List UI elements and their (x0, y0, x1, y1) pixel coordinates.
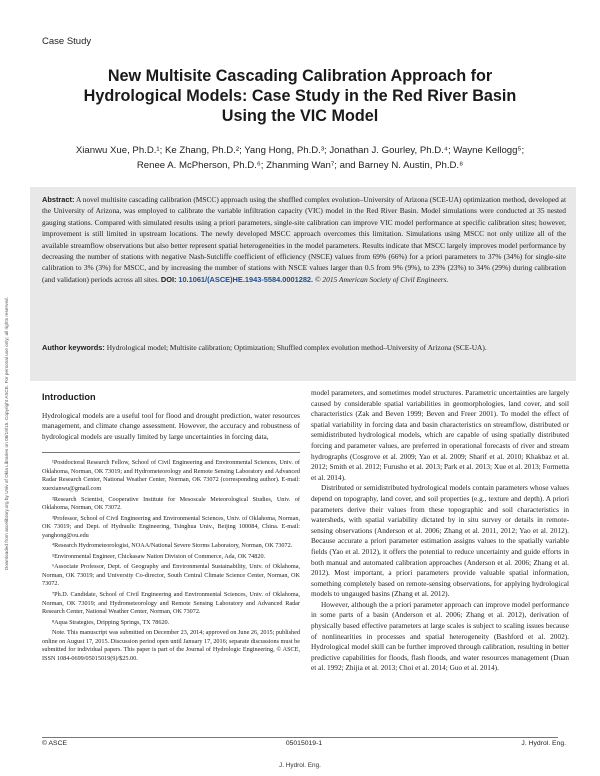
paper-title: New Multisite Cascading Calibration Approach for Hydrological Models: Case Study in the Red River Basin Using the VIC Model (83, 67, 517, 125)
copyright-text: © 2015 American Society of Civil Engineers. (314, 274, 449, 284)
doi-label: DOI: (160, 274, 177, 284)
section-label: Case Study (42, 36, 92, 47)
journal-running-footer: J. Hydrol. Eng. (279, 762, 321, 769)
abstract-label: Abstract: (42, 195, 75, 204)
doi-link[interactable]: 10.1061/(ASCE)HE.1943-5584.0001282. (178, 274, 314, 284)
footnote-4: ⁴Research Hydrometeorologist, NOAA/National Severe Storms Laboratory, Norman, OK 73072. (52, 542, 293, 550)
download-notice (4, 170, 14, 570)
left-column (42, 388, 300, 665)
author-keywords (42, 342, 566, 353)
footnote-3: ³Professor, School of Civil Engineering and Environmental Sciences, Univ. of Oklahoma, Norman, OK 73019; and Dept. of Hydraulic Engineering, Tsinghua Univ., Beijing 100084, China. E-mail: yanghong@ou.edu (42, 514, 300, 539)
abstract-text: A novel multisite cascading calibration (MSCC) approach using the shuffled complex evolution–University of Arizona (SCE-UA) optimization method, developed at the University of Arizona, was employed to calibrate the variable infiltration capacity (VIC) model in the Red River Basin. Model simulations were conducted at 35 nested gauging stations. Compared with simulated results using a priori parameters, single-site calibration can improve VIC model performance at specific calibration sites; however, improvement is still limited in upstream locations. The newly developed MSCC approach overcomes this limitation. Simulations using MSCC not only utilize all of the available streamflow observations but also better represent spatial heterogeneities in the model parameters. Results indicate that MSCC largely improves model performance by decreasing the number of stations with negative Nash-Sutcliffe coefficient of efficiency (NSCE) values from 69% (66%) for a priori parameters to 37% (34%) for single-site calibration to 3% (3%) for MSCC, and by increasing the number of stations with NSCE values larger than 0.5 from 9% (9%), to 23% (23%) to 34% (29%) during calibration (and validation) periods across all sites. (42, 195, 566, 284)
footnote-2: ²Research Scientist, Cooperative Institute for Mesoscale Meteorological Studies, Univ. of Oklahoma, Norman, OK 73072. (42, 495, 300, 512)
author-line-1: Xianwu Xue, Ph.D.¹; Ke Zhang, Ph.D.²; Yang Hong, Ph.D.³; Jonathan J. Gourley, Ph.D.⁴; Wayne Kellogg⁵; (75, 145, 525, 156)
footnote-6: ⁶Associate Professor, Dept. of Geography and Environmental Sustainability, Univ. of Oklahoma, Norman, OK 73019; and University Co-director, South Central Climate Science Center, Norman, OK 73072. (42, 563, 300, 588)
body-paragraph-3: However, although the a priori parameter approach can improve model performance in some parts of a basin (Anderson et al. 2006; Zhang et al. 2012), derivation of physically based effective parameters at large scales is subject to scaling issues because of nonlinearities in processes and spatial heterogeneity (Bashford et al. 2002). Hydrological model skill can be further improved through calibration, resulting in better predictive capabilities for floods, flash floods, and water resources management (Duan et al. 1992; Zhijia et al. 2013; Choi et al. 2014; Guo et al. 2014). (311, 599, 569, 673)
footer-page-id: 05015019-1 (285, 740, 323, 747)
author-line-2: Renee A. McPherson, Ph.D.⁶; Zhanming Wan⁷; and Barney N. Austin, Ph.D.⁸ (136, 160, 464, 171)
footnote-8: ⁸Aqua Strategies, Dripping Springs, TX 78620. (52, 618, 170, 626)
keywords-text: Hydrological model; Multisite calibration; Optimization; Shuffled complex evolution method–University of Arizona (SCE-UA). (106, 343, 487, 352)
submission-note: Note. This manuscript was submitted on December 23, 2014; approved on June 26, 2015; published online on August 17, 2015. Discussion period open until January 17, 2016; separate discussions must be submitted for individual papers. This paper is part of the Journal of Hydrologic Engineering, © ASCE, ISSN 1084-0699/05015019(9)/$25.00. (42, 629, 300, 662)
footnote-7: ⁷Ph.D. Candidate, School of Civil Engineering and Environmental Sciences, Univ. of Oklahoma, Norman, OK 73019; and Hydrometeorology and Remote Sensing Laboratory and Advanced Radar Research Center, National Weather Center, Norman, OK 73072. (42, 591, 300, 616)
right-column (311, 388, 569, 674)
abstract (42, 194, 566, 285)
footnote-divider (42, 452, 300, 453)
footnote-5: ⁵Environmental Engineer, Chickasaw Nation Division of Commerce, Ada, OK 74820. (52, 552, 266, 560)
footer-journal: J. Hydrol. Eng. (521, 740, 566, 747)
body-paragraph-1: model parameters, and sometimes model structures. Parametric uncertainties are largely caused by considerable spatial variabilities in geomorphologies, land cover, and soil characteristics (Zak and Beven 1999; Beven and Freer 2001). To model the effect of spatial variability in forcing data and basin characteristics on streamflow, distributed or semidistributed hydrological models, which are capable of using spatially distributed forcing and parameter values, are preferred in operational forecasts of river and stream hydrographs (Cosgrove et al. 2009; Yao et al. 2009; Sharif et al. 2010; Khakbaz et al. 2012; Smith et al. 2012; Furusho et al. 2013; Park et al. 2013; Xue et al. 2013; Formetta et al. 2014). (311, 388, 569, 482)
footer-divider (42, 737, 558, 738)
introduction-heading: Introduction (42, 392, 96, 402)
download-notice-text: Downloaded from ascelibrary.org by Univ of Okla Libraries on 08/19/15. Copyright ASCE. For personal use only; all rights reserved. (4, 297, 9, 570)
keywords-label: Author keywords: (42, 343, 105, 352)
footer-copyright: © ASCE (42, 740, 68, 747)
footnote-1: ¹Postdoctoral Research Fellow, School of Civil Engineering and Environmental Sciences, Univ. of Oklahoma, Norman, OK 73019; and Hydrometeorology and Remote Sensing Laboratory and Advanced Radar Research Center, National Weather Center, Norman, OK 73072 (corresponding author). E-mail: xuexianwu@gmail.com (42, 459, 300, 493)
author-list (40, 143, 560, 173)
body-paragraph-2: Distributed or semidistributed hydrological models contain parameters whose values depend on topography, land cover, and soil properties (e.g., texture and depth). A priori parameters derive their values from these topographic and soil characteristics in watersheds, with spatial variability dictated by in situ survey or details in remote-sensing observations (Anderson et al. 2006; Zhang et al. 2011, 2012; Yao et al. 2012). Because accurate a priori parameter estimation assigns values to the spatially variable fields (Yao et al. 2012), it offers the potential to reduce uncertainty and guide efforts in both manual and automated calibration approaches (Anderson et al. 2006; Zhang et al. 2012). Most important, a priori parameters provide valuable spatial information, something completely based on remote-sensing observations, for applying hydrological models to ungauged basins (Zhang et al. 2012). (311, 483, 569, 599)
intro-paragraph: Hydrological models are a useful tool for flood and drought prediction, water resources management, and climate change assessment. However, the accuracy and robustness of hydrological models are usually limited by large uncertainties in forcing data, (42, 410, 300, 441)
